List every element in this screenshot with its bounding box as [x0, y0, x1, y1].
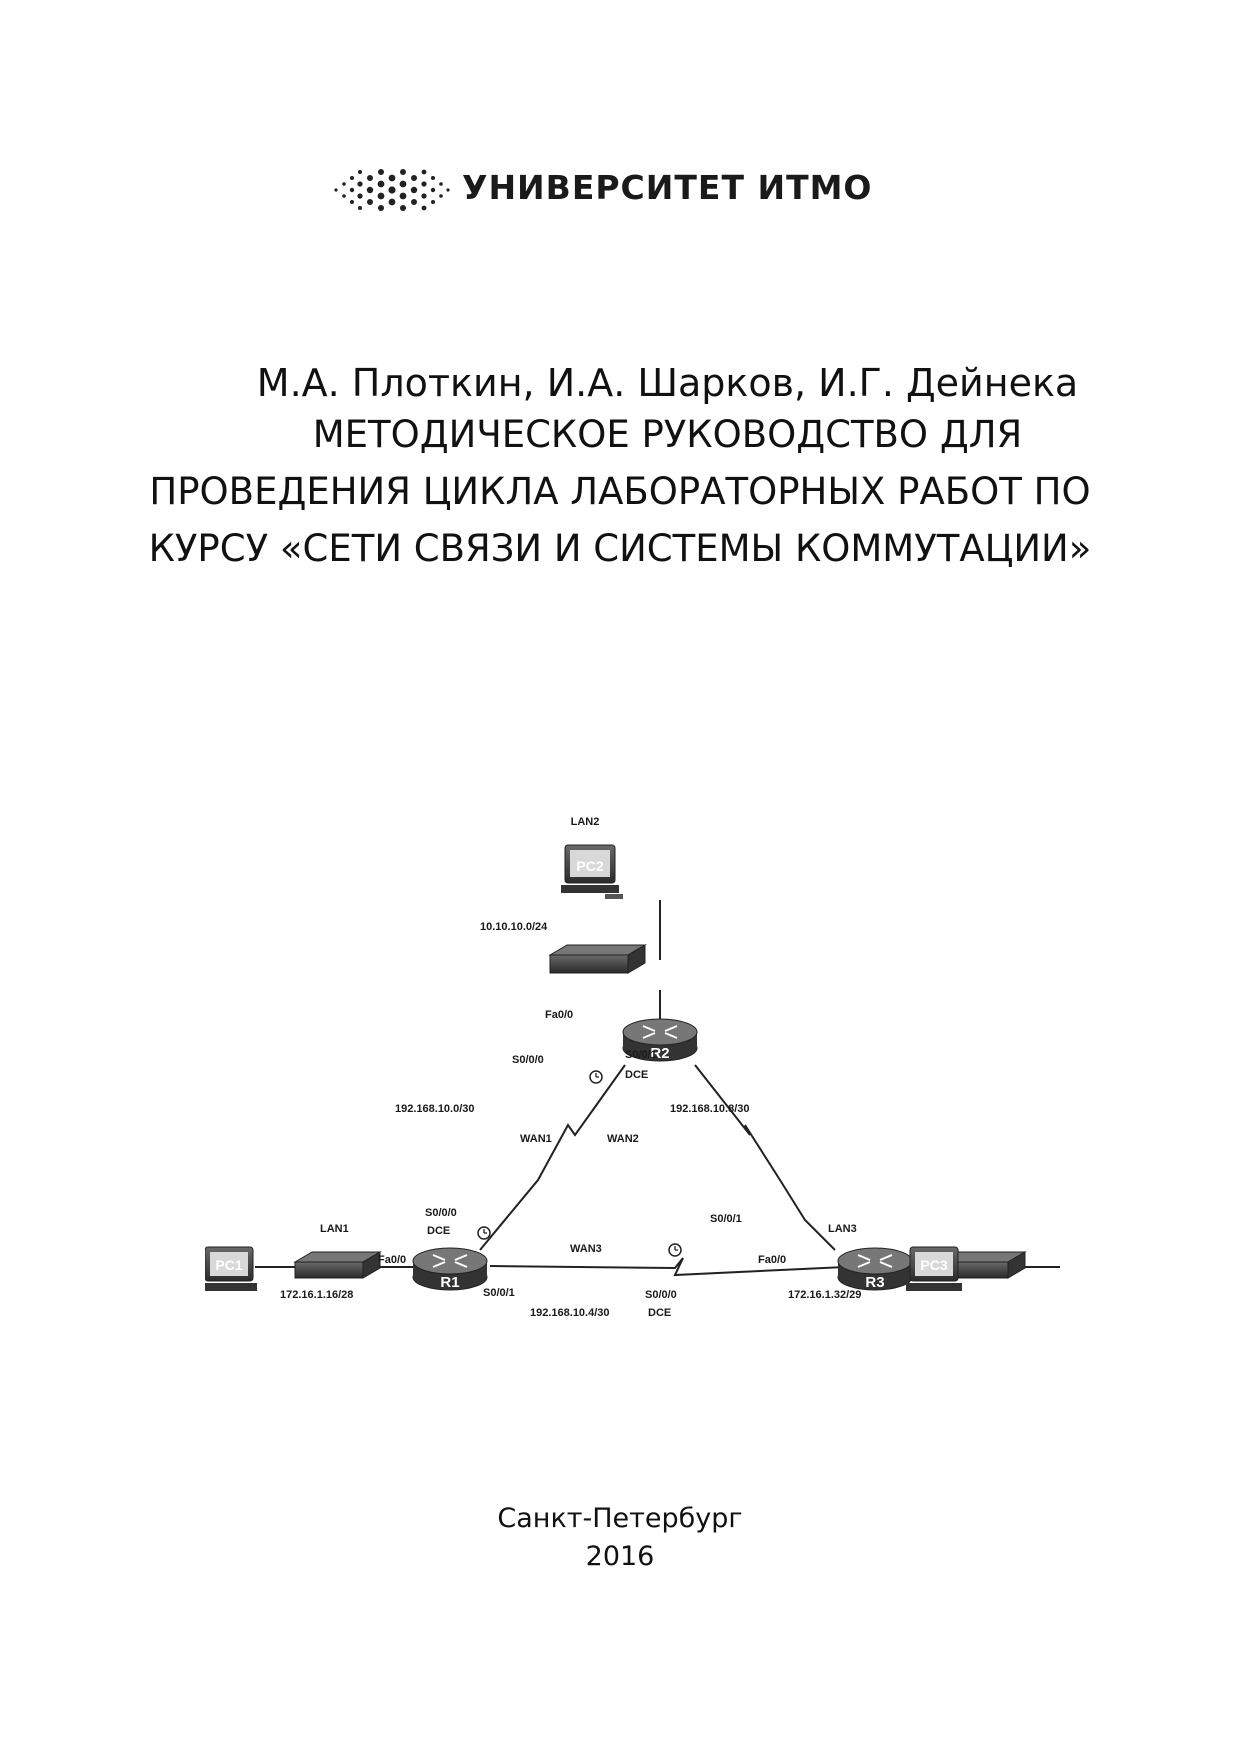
r3-clock-icon [669, 1244, 681, 1256]
pc2-icon[interactable] [561, 845, 623, 899]
pc3-label: PC3 [920, 1257, 948, 1273]
r2-label: R2 [650, 1045, 670, 1062]
title-line-2: ПРОВЕДЕНИЯ ЦИКЛА ЛАБОРАТОРНЫХ РАБОТ ПО [149, 470, 1091, 513]
link-wan1 [480, 1065, 625, 1250]
router-r1-icon[interactable] [413, 1248, 487, 1291]
wan3-label: WAN3 [570, 1243, 602, 1255]
r3-dce-label: DCE [648, 1307, 672, 1319]
r3-s000-interface: S0/0/0 [645, 1289, 677, 1301]
r2-fa-interface: Fa0/0 [545, 1009, 574, 1021]
r1-s000-interface: S0/0/0 [425, 1207, 457, 1219]
wan1-label: WAN1 [520, 1133, 552, 1145]
router-r3-icon[interactable] [838, 1248, 912, 1291]
r3-label: R3 [865, 1274, 885, 1291]
r1-fa-interface: Fa0/0 [378, 1254, 407, 1266]
footer [0, 1500, 1240, 1576]
wan1-network: 192.168.10.0/30 [395, 1103, 475, 1115]
pc1-icon[interactable] [205, 1247, 257, 1291]
university-name: УНИВЕРСИТЕТ ИТМО [462, 168, 873, 207]
pc2-label: PC2 [576, 858, 604, 874]
r2-s000-interface: S0/0/0 [512, 1054, 544, 1066]
pc3-icon[interactable] [906, 1247, 962, 1291]
wan2-label: WAN2 [607, 1133, 639, 1145]
lan1-label: LAN1 [320, 1223, 349, 1235]
pc1-label: PC1 [215, 1257, 243, 1273]
lan2-switch-icon[interactable] [550, 945, 645, 973]
wan3-network: 192.168.10.4/30 [530, 1307, 610, 1319]
r1-s001-interface: S0/0/1 [483, 1287, 515, 1299]
lan2-network: 10.10.10.0/24 [480, 921, 548, 933]
network-topology-diagram [205, 800, 1085, 1320]
r3-s001-interface: S0/0/1 [710, 1213, 742, 1225]
r1-label: R1 [440, 1274, 460, 1291]
lan1-switch-icon[interactable] [295, 1252, 380, 1278]
title-line-3: КУРСУ «СЕТИ СВЯЗИ И СИСТЕМЫ КОММУТАЦИИ» [148, 527, 1092, 570]
r1-clock-icon [478, 1227, 490, 1239]
link-wan3 [490, 1258, 845, 1275]
itmo-dots-icon [330, 160, 460, 220]
title-line-1: МЕТОДИЧЕСКОЕ РУКОВОДСТВО ДЛЯ [312, 413, 1023, 456]
lan3-network: 172.16.1.32/29 [788, 1289, 862, 1301]
r3-fa-interface: Fa0/0 [758, 1254, 787, 1266]
r2-s001-interface: S0/0/1 [625, 1049, 657, 1061]
university-logo [330, 160, 873, 220]
title-block [60, 360, 1180, 577]
r2-clock-icon [590, 1071, 602, 1083]
authors: М.А. Плоткин, И.А. Шарков, И.Г. Дейнека [256, 361, 1079, 405]
lan1-network: 172.16.1.16/28 [280, 1289, 354, 1301]
year: 2016 [585, 1541, 655, 1572]
lan2-label: LAN2 [570, 816, 600, 828]
wan2-network: 192.168.10.8/30 [670, 1103, 750, 1115]
lan3-label: LAN3 [828, 1223, 857, 1235]
r1-dce-label: DCE [427, 1225, 451, 1237]
r2-dce-label: DCE [625, 1069, 649, 1081]
city: Санкт-Петербург [497, 1503, 743, 1534]
